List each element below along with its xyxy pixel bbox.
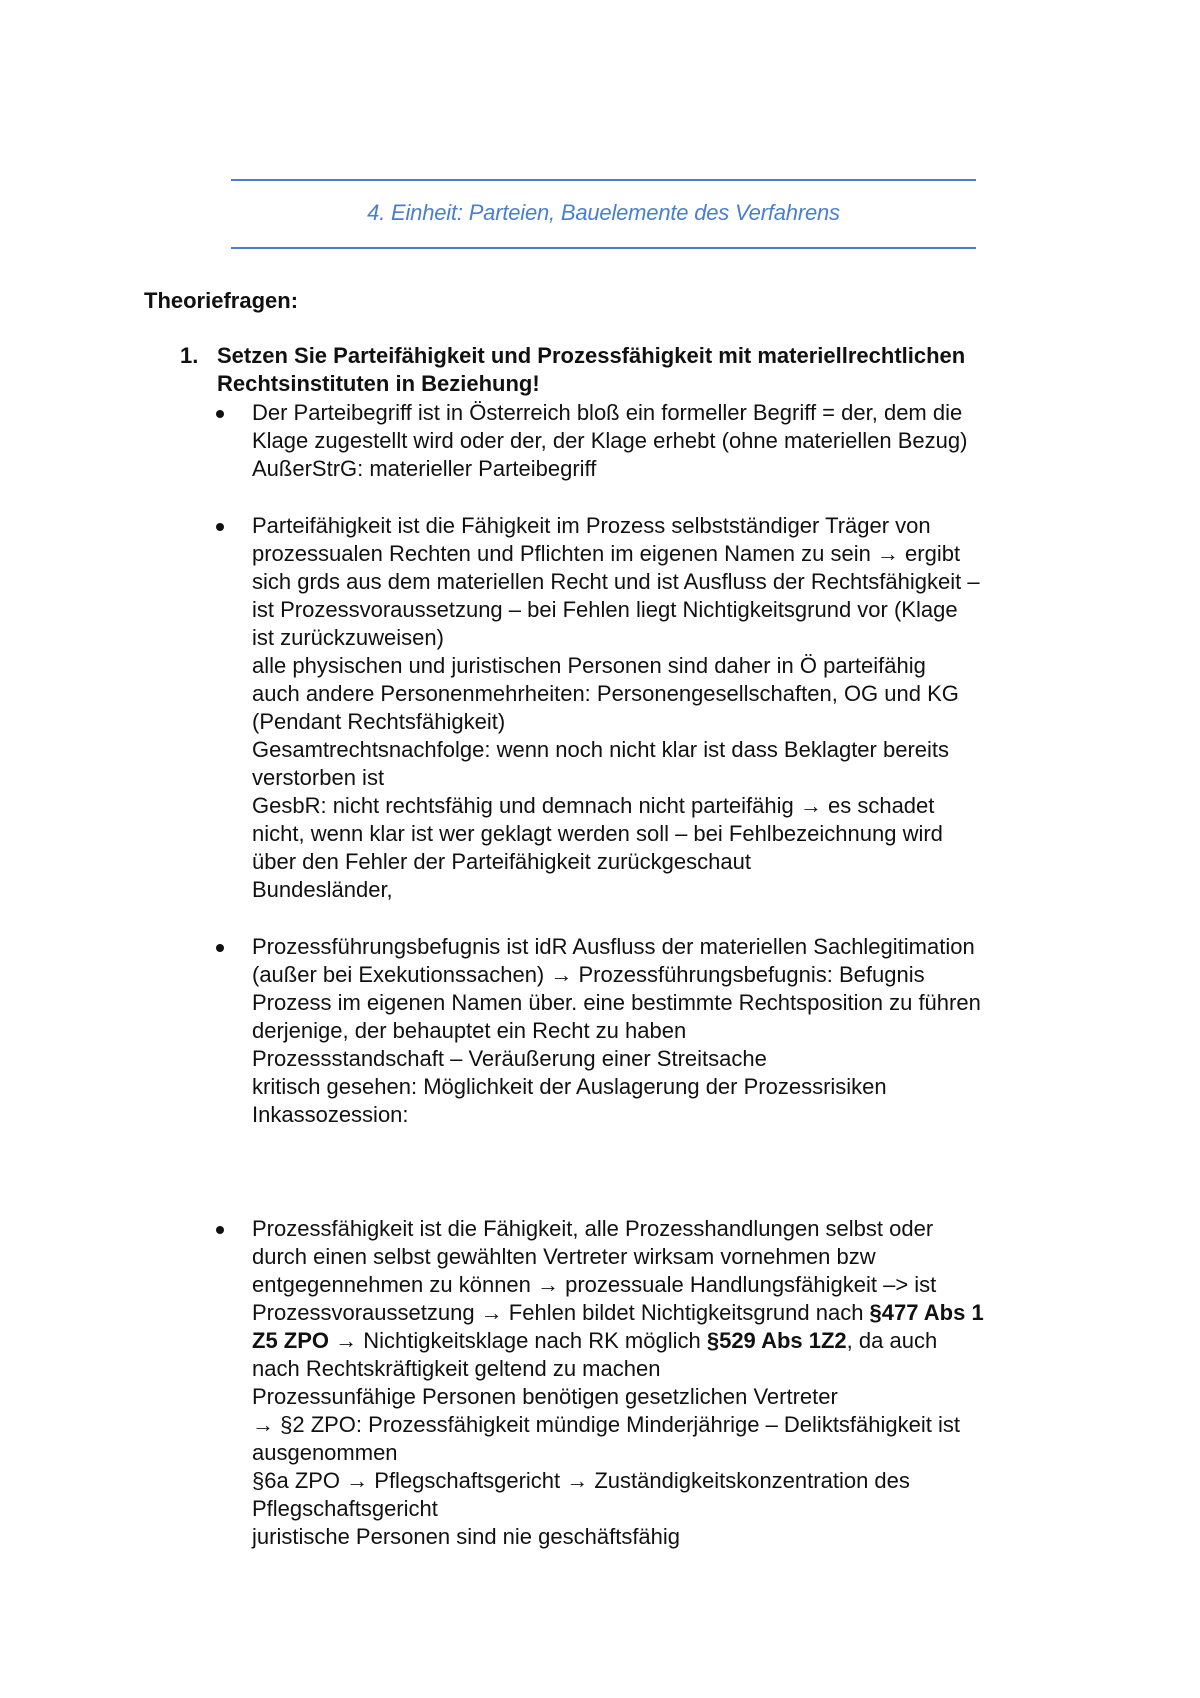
- question-line: Rechtsinstituten in Beziehung!: [217, 371, 540, 396]
- question-line: Setzen Sie Parteifähigkeit und Prozessfähigkeit mit materiellrechtlichen: [217, 343, 966, 368]
- page-title: 4. Einheit: Parteien, Bauelemente des Verfahrens: [367, 200, 840, 225]
- title-bottom-rule: [231, 247, 976, 249]
- bullet-line: Inkassozession:: [252, 1102, 409, 1127]
- bullet-parteifaehigkeit: [252, 512, 1072, 904]
- bullet-line: entgegennehmen zu können → prozessuale Handlungsfähigkeit –> ist: [252, 1272, 937, 1297]
- bullet-line: GesbR: nicht rechtsfähig und demnach nicht parteifähig → es schadet: [252, 793, 935, 818]
- bullet-prozessfuehrungsbefugnis: [252, 933, 1072, 1129]
- title-top-rule: [231, 179, 976, 181]
- bullet-line: Prozessunfähige Personen benötigen gesetzlichen Vertreter: [252, 1384, 838, 1409]
- bullet-line: durch einen selbst gewählten Vertreter wirksam vornehmen bzw: [252, 1244, 876, 1269]
- bullet-line: [252, 1327, 1072, 1355]
- bullet-line: über den Fehler der Parteifähigkeit zurückgeschaut: [252, 849, 751, 874]
- legal-reference: Z5 ZPO: [252, 1328, 330, 1353]
- bullet-line: Gesamtrechtsnachfolge: wenn noch nicht klar ist dass Beklagter bereits: [252, 737, 950, 762]
- bullet-line: (außer bei Exekutionssachen) → Prozessführungsbefugnis: Befugnis: [252, 962, 925, 987]
- question-number: 1.: [180, 343, 199, 368]
- bullet-line: ist zurückzuweisen): [252, 625, 444, 650]
- bullet-line: Prozessstandschaft – Veräußerung einer Streitsache: [252, 1046, 767, 1071]
- bullet-line: ist Prozessvoraussetzung – bei Fehlen liegt Nichtigkeitsgrund vor (Klage: [252, 597, 958, 622]
- bullet-line: Prozess im eigenen Namen über. eine bestimmte Rechtsposition zu führen: [252, 990, 981, 1015]
- bullet-dot-icon: [216, 410, 224, 418]
- bullet-line: kritisch gesehen: Möglichkeit der Auslagerung der Prozessrisiken: [252, 1074, 887, 1099]
- bullet-line: ausgenommen: [252, 1440, 398, 1465]
- bullet-line: prozessualen Rechten und Pflichten im eigenen Namen zu sein → ergibt: [252, 541, 961, 566]
- bullet-line: sich grds aus dem materiellen Recht und ist Ausfluss der Rechtsfähigkeit –: [252, 569, 980, 594]
- bullet-line: §6a ZPO → Pflegschaftsgericht → Zuständigkeitskonzentration des: [252, 1468, 910, 1493]
- bullet-line: juristische Personen sind nie geschäftsfähig: [252, 1524, 681, 1549]
- bullet-text: Prozessvoraussetzung → Fehlen bildet Nichtigkeitsgrund nach: [252, 1300, 870, 1325]
- bullet-line: [252, 1299, 1072, 1327]
- bullet-dot-icon: [216, 523, 224, 531]
- bullet-prozessfaehigkeit: [252, 1215, 1072, 1551]
- bullet-dot-icon: [216, 944, 224, 952]
- bullet-line: (Pendant Rechtsfähigkeit): [252, 709, 506, 734]
- legal-reference: §477 Abs 1: [869, 1300, 984, 1325]
- bullet-dot-icon: [216, 1226, 224, 1234]
- bullet-line: → §2 ZPO: Prozessfähigkeit mündige Minderjährige – Deliktsfähigkeit ist: [252, 1412, 960, 1437]
- bullet-line: AußerStrG: materieller Parteibegriff: [252, 456, 597, 481]
- bullet-line: Parteifähigkeit ist die Fähigkeit im Prozess selbstständiger Träger von: [252, 513, 931, 538]
- bullet-text: → Nichtigkeitsklage nach RK möglich: [329, 1328, 707, 1353]
- bullet-line: nach Rechtskräftigkeit geltend zu machen: [252, 1356, 661, 1381]
- question-text: [217, 342, 1067, 398]
- bullet-line: verstorben ist: [252, 765, 385, 790]
- bullet-line: Klage zugestellt wird oder der, der Klage erhebt (ohne materiellen Bezug): [252, 428, 968, 453]
- bullet-line: Prozessfähigkeit ist die Fähigkeit, alle Prozesshandlungen selbst oder: [252, 1216, 934, 1241]
- bullet-text: , da auch: [846, 1328, 938, 1353]
- bullet-line: Prozessführungsbefugnis ist idR Ausfluss der materiellen Sachlegitimation: [252, 934, 975, 959]
- bullet-line: Bundesländer,: [252, 877, 393, 902]
- bullet-line: derjenige, der behauptet ein Recht zu haben: [252, 1018, 687, 1043]
- bullet-line: auch andere Personenmehrheiten: Personengesellschaften, OG und KG: [252, 681, 959, 706]
- bullet-line: alle physischen und juristischen Personen sind daher in Ö parteifähig: [252, 653, 926, 678]
- bullet-parteibegriff: [252, 399, 1072, 483]
- section-heading: Theoriefragen:: [144, 288, 299, 313]
- bullet-line: Pflegschaftsgericht: [252, 1496, 438, 1521]
- legal-reference: §529 Abs 1Z2: [706, 1328, 847, 1353]
- bullet-line: Der Parteibegriff ist in Österreich bloß ein formeller Begriff = der, dem die: [252, 400, 963, 425]
- bullet-line: nicht, wenn klar ist wer geklagt werden soll – bei Fehlbezeichnung wird: [252, 821, 943, 846]
